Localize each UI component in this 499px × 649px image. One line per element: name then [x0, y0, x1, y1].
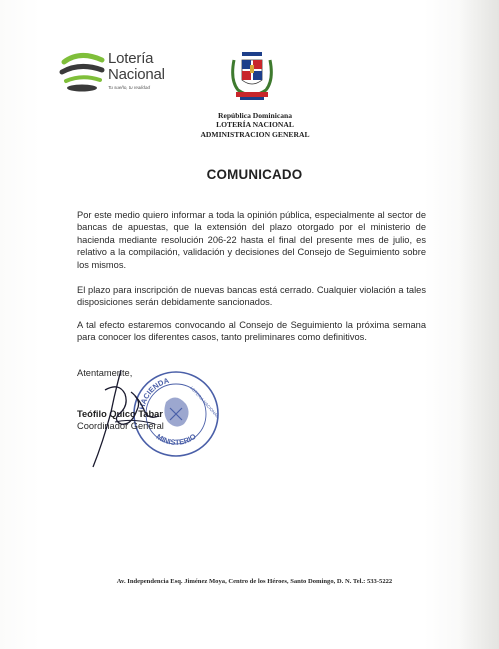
- footer-address: Av. Independencia Esq. Jiménez Moya, Centro de los Héroes, Santo Domingo, D. N. Tel.: 533-5222: [116, 578, 393, 585]
- closing-salutation: Atentamente,: [77, 368, 133, 378]
- logo-line1: Lotería: [108, 50, 154, 67]
- dominican-coat-of-arms-icon: [228, 50, 276, 102]
- paragraph-2: El plazo para inscripción de nuevas bancas está cerrado. Cualquier violación a tales disposiciones serán debidamente sancionados.: [77, 285, 426, 308]
- header-country: República Dominicana: [217, 111, 293, 120]
- stamp-bottom-text: MINISTERIO: [154, 431, 198, 447]
- paragraph-1: Por este medio quiero informar a toda la opinión pública, especialmente al sector de bancas de apuestas, que la extensión del plazo otorgado por el ministerio de hacienda mediante resolución 206-22 hasta el final del presente mes de julio, es relativo a la compilación, validación y decisiones del Consejo de Seguimiento sobre los mismos.: [77, 210, 426, 270]
- logo-line2: Nacional: [108, 66, 165, 83]
- logo-wordmark: [108, 51, 165, 90]
- scan-edge-shadow: [459, 0, 499, 649]
- logo-tagline: Tu sueño, tu realidad: [108, 85, 150, 90]
- header-department: ADMINISTRACION GENERAL: [200, 129, 310, 139]
- stamp-top-text: HACIENDA: [137, 375, 171, 411]
- header-institution: LOTERÍA NACIONAL: [216, 120, 294, 130]
- paragraph-3: A tal efecto estaremos convocando al Consejo de Seguimiento la próxima semana para conocer los diferentes casos, tanto preliminares como definitivos.: [77, 320, 426, 343]
- signer-name: Teófilo Quico Tabar: [77, 409, 163, 419]
- stamp-right-text: LOTERIA NACIONAL: [189, 385, 220, 419]
- letterhead: [190, 111, 320, 139]
- signer-title: Coordinador General: [77, 421, 164, 431]
- document-title: COMUNICADO: [206, 167, 303, 182]
- handwritten-signature-icon: [85, 362, 175, 472]
